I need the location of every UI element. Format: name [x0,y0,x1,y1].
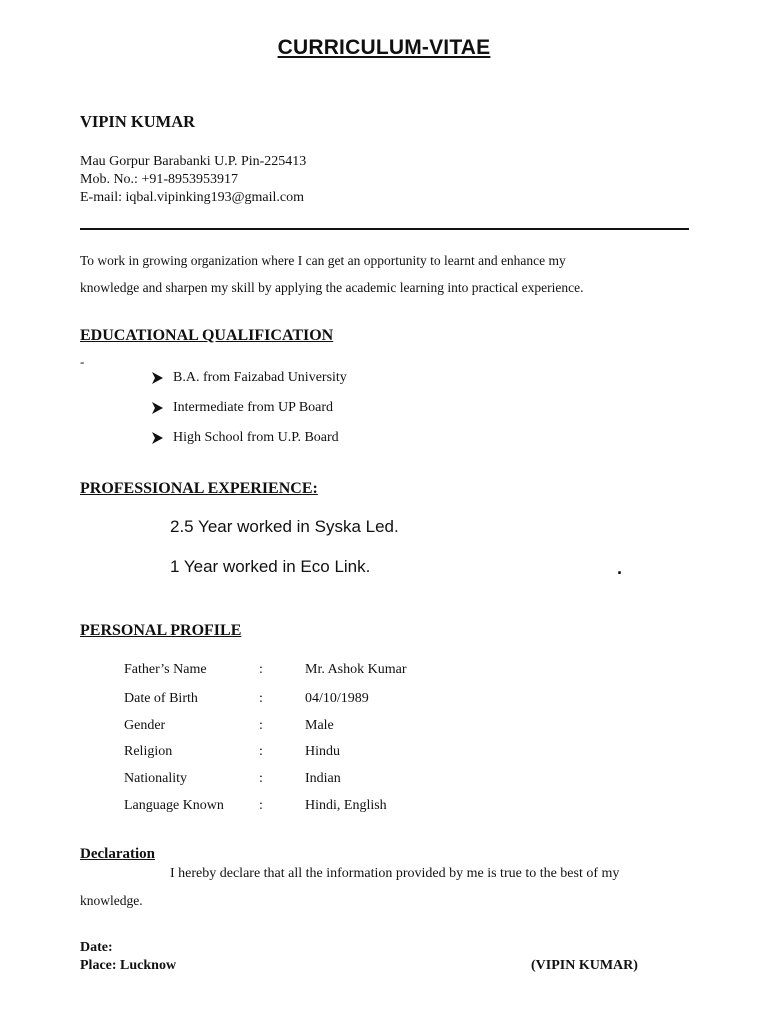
education-item-text: Intermediate from UP Board [173,400,334,415]
education-item-text: High School from U.P. Board [173,430,339,445]
profile-label: Date of Birth [124,691,198,706]
education-dash: - [80,354,85,369]
declaration-heading: Declaration [80,846,155,862]
contact-address: Mau Gorpur Barabanki U.P. Pin-225413 [80,154,307,169]
education-item [150,400,333,416]
profile-separator: : [259,691,263,706]
footer-place: Place: Lucknow [80,958,177,973]
education-item [150,370,347,386]
profile-separator: : [259,771,263,786]
profile-value: Indian [305,771,341,786]
profile-separator: : [259,798,263,813]
profile-label: Nationality [124,771,187,786]
profile-separator: : [259,718,263,733]
arrow-bullet-icon [150,401,164,415]
contact-email: E-mail: iqbal.vipinking193@gmail.com [80,190,305,205]
profile-value: Male [305,718,334,733]
arrow-bullet-icon [150,431,164,445]
education-item [150,430,339,446]
contact-mobile: Mob. No.: +91-8953953917 [80,172,239,187]
footer-date: Date: [80,940,113,955]
footer-signature: (VIPIN KUMAR) [531,958,638,973]
education-heading: EDUCATIONAL QUALIFICATION [80,327,334,344]
profile-label: Religion [124,744,173,759]
header-divider [80,228,689,230]
profile-separator: : [259,662,263,677]
profile-heading: PERSONAL PROFILE [80,622,242,639]
experience-item: 2.5 Year worked in Syska Led. [170,517,399,536]
objective-line-2: knowledge and sharpen my skill by applying the academic learning into practical experience. [80,280,584,295]
experience-trailing-dot: . [617,558,623,578]
education-item-text: B.A. from Faizabad University [173,370,347,385]
experience-heading: PROFESSIONAL EXPERIENCE: [80,480,318,497]
profile-label: Father’s Name [124,662,207,677]
declaration-line-1: I hereby declare that all the information provided by me is true to the best of my [170,866,620,881]
experience-item: 1 Year worked in Eco Link. [170,557,371,576]
profile-separator: : [259,744,263,759]
profile-value: 04/10/1989 [305,691,369,706]
candidate-name: VIPIN KUMAR [80,112,196,131]
profile-value: Hindi, English [305,798,387,813]
profile-label: Gender [124,718,166,733]
document-title: CURRICULUM-VITAE [277,36,491,59]
arrow-bullet-icon [150,371,164,385]
profile-label: Language Known [124,798,224,813]
profile-value: Mr. Ashok Kumar [305,662,407,677]
declaration-line-2: knowledge. [80,893,143,908]
profile-value: Hindu [305,744,340,759]
objective-line-1: To work in growing organization where I can get an opportunity to learnt and enhance my [80,253,566,268]
